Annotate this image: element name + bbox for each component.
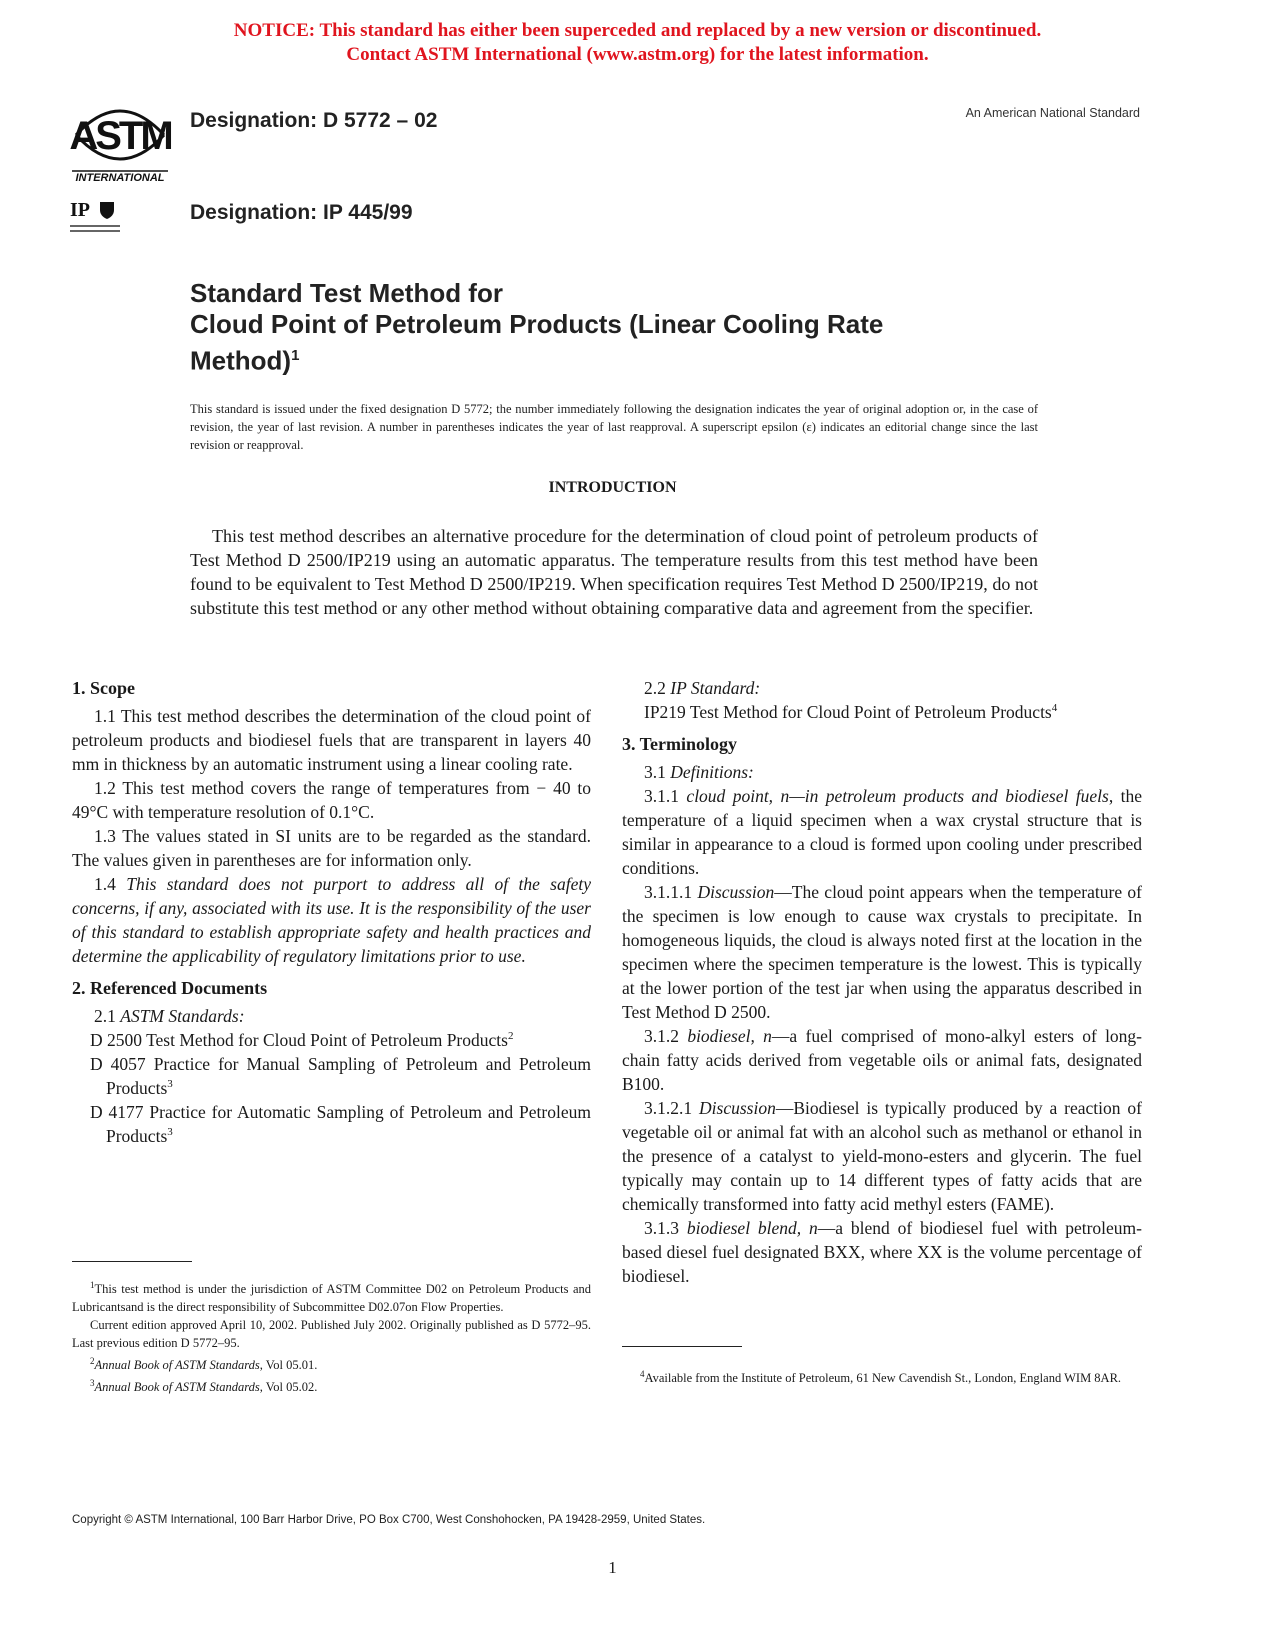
issued-note: This standard is issued under the fixed designation D 5772; the number immediately following the designation indicates the year of original adoption or, in the case of revision, the year of last revision. A number in parentheses indicates the year of last reapproval. A superscript epsilon (ε) indicates an editorial change since the last revision or reapproval. [190, 402, 1038, 452]
left-column [72, 676, 591, 1148]
para-3-1: 3.1 Definitions: [644, 762, 754, 782]
footnote-rule-left [72, 1261, 192, 1262]
page-number: 1 [608, 1558, 617, 1577]
ref-d4057: D 4057 Practice for Manual Sampling of Petroleum and Petroleum Products$^3$ [90, 1054, 591, 1098]
title-footnote-mark: 1 [291, 347, 300, 364]
footnote-rule-right [622, 1346, 742, 1347]
american-national-standard: An American National Standard [965, 106, 1140, 120]
page-title [190, 278, 883, 377]
footnote-2: $^2$Annual Book of ASTM Standards, Vol 05.01. [90, 1356, 318, 1373]
para-3-1-1: 3.1.1 cloud point, n—in petroleum products and biodiesel fuels, the temperature of a liquid specimen when a wax crystal structure that is similar in appearance to a cloud is formed upon cooling under prescribed conditions. [622, 786, 1143, 878]
ref-ip219: IP219 Test Method for Cloud Point of Petroleum Products$^4$ [644, 702, 1058, 722]
footnote-4: $^4$Available from the Institute of Petroleum, 61 New Cavendish St., London, England WIM 8AR. [640, 1369, 1122, 1386]
para-3-1-1-1: 3.1.1.1 Discussion—The cloud point appears when the temperature of the specimen is low enough to cause wax crystals to precipitate. In homogeneous liquids, the cloud is always noted first at the location in the specimen where the specimen temperature is the lowest. This is typically at the lower portion of the test jar when using the apparatus described in Test Method D 2500. [622, 882, 1142, 1022]
para-2-1: 2.1 ASTM Standards: [94, 1006, 245, 1026]
introduction-text: This test method describes an alternative procedure for the determination of cloud point of petroleum products of Test Method D 2500/IP219 using an automatic apparatus. The temperature results from this test method have been found to be equivalent to Test Method D 2500/IP219. When specification requires Test Method D 2500/IP219, do not substitute this test method or any other method without obtaining comparative data and agreement from the specifier. [190, 526, 1038, 618]
para-1-1: 1.1 This test method describes the determination of the cloud point of petroleum products and biodiesel fuels that are transparent in layers 40 mm in thickness by an automatic instrument using a linear cooling rate. [72, 706, 591, 774]
footnotes-right [622, 1365, 1142, 1387]
para-1-4: 1.4 This standard does not purport to address all of the safety concerns, if any, associated with its use. It is the responsibility of the user of this standard to establish appropriate safety and health practices and determine the applicability of regulatory limitations prior to use. [72, 874, 591, 966]
right-column [622, 676, 1142, 1288]
designation-ip: Designation: IP 445/99 [190, 201, 413, 224]
title-line-1: Standard Test Method for [190, 278, 503, 308]
ref-d2500: D 2500 Test Method for Cloud Point of Petroleum Products$^2$ [90, 1030, 514, 1050]
section-refdocs-heading: 2. Referenced Documents [72, 978, 268, 998]
ref-d4177: D 4177 Practice for Automatic Sampling of Petroleum and Petroleum Products$^3$ [90, 1102, 591, 1146]
ip-logo [70, 196, 126, 236]
para-3-1-2-1: 3.1.2.1 Discussion—Biodiesel is typically produced by a reaction of vegetable oil or animal fat with an alcohol such as methanol or ethanol in the presence of a catalyst to yield-mono-esters and glycerin. The fuel typically may contain up to 14 different types of fatty acids that are chemically transformed into fatty acid methyl esters (FAME). [622, 1098, 1142, 1214]
designation-astm: Designation: D 5772 – 02 [190, 109, 438, 132]
astm-logo-sub: INTERNATIONAL [75, 172, 165, 183]
notice-line-1: NOTICE: This standard has either been superceded and replaced by a new version or discontinued. [233, 20, 1042, 41]
para-2-2: 2.2 IP Standard: [644, 678, 761, 698]
title-line-2: Cloud Point of Petroleum Products (Linear Cooling Rate [190, 309, 884, 339]
para-1-3: 1.3 The values stated in SI units are to be regarded as the standard. The values given in parentheses are for information only. [72, 826, 591, 870]
astm-logo [66, 95, 174, 183]
astm-logo-text: ASTM [69, 114, 171, 158]
para-3-1-2: 3.1.2 biodiesel, n—a fuel comprised of mono-alkyl esters of long-chain fatty acids derived from vegetable oils or animal fats, designated B100. [622, 1026, 1143, 1094]
para-1-2: 1.2 This test method covers the range of temperatures from − 40 to 49°C with temperature resolution of 0.1°C. [72, 778, 591, 822]
footnote-1b: Current edition approved April 10, 2002. Published July 2002. Originally published as D 5772–95. Last previous edition D 5772–95. [72, 1318, 591, 1351]
footnote-3: $^3$Annual Book of ASTM Standards, Vol 05.02. [90, 1378, 318, 1395]
para-3-1-3: 3.1.3 biodiesel blend, n—a blend of biodiesel fuel with petroleum-based diesel fuel designated BXX, where XX is the volume percentage of biodiesel. [622, 1218, 1142, 1286]
section-terminology-heading: 3. Terminology [622, 734, 738, 754]
footnotes-left [72, 1276, 591, 1396]
notice-line-2: Contact ASTM International (www.astm.org) for the latest information. [346, 44, 929, 65]
copyright-line: Copyright © ASTM International, 100 Barr Harbor Drive, PO Box C700, West Conshohocken, PA 19428-2959, United States. [72, 1514, 706, 1526]
section-scope-heading: 1. Scope [72, 678, 135, 698]
ip-logo-text: IP [70, 199, 90, 221]
title-line-3: Method)$^1$ [190, 345, 300, 376]
footnote-1: $^1$This test method is under the jurisdiction of ASTM Committee D02 on Petroleum Products and Lubricantsand is the direct responsibility of Subcommittee D02.07on Flow Properties. [72, 1280, 591, 1315]
introduction-heading: INTRODUCTION [548, 479, 677, 496]
